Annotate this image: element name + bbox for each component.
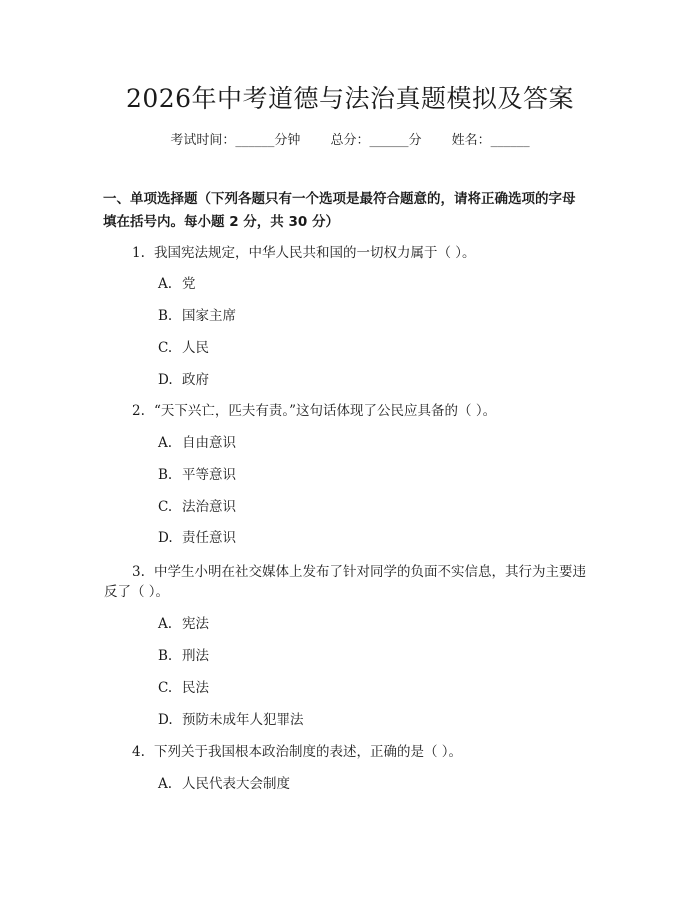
question-4 [132, 741, 608, 763]
q4-option-a: A. 人民代表大会制度 [158, 776, 290, 792]
q3-option-c: C. 民法 [158, 680, 209, 696]
question-number: 3. [132, 564, 145, 580]
q2-option-c: C. 法治意识 [158, 499, 236, 515]
question-text-line-1: 中学生小明在社交媒体上发布了针对同学的负面不实信息，其行为主要违 [154, 564, 586, 580]
question-number: 2. [132, 403, 145, 419]
exam-time-field: 考试时间：______分钟 [170, 133, 301, 148]
q2-option-a: A. 自由意识 [158, 435, 236, 451]
section-heading-line-1: 一、单项选择题（下列各题只有一个选项是最符合题意的，请将正确选项的字母 [103, 191, 576, 207]
q3-option-b: B. 刑法 [158, 648, 209, 664]
total-score-field: 总分：______分 [330, 133, 422, 148]
q2-option-b: B. 平等意识 [158, 467, 236, 483]
question-text: 下列关于我国根本政治制度的表述，正确的是（ ）。 [154, 744, 463, 760]
q1-option-d: D. 政府 [158, 372, 209, 388]
name-field: 姓名：______ [451, 133, 530, 148]
q1-option-c: C. 人民 [158, 340, 209, 356]
q2-option-d: D. 责任意识 [158, 530, 236, 546]
exam-meta [0, 131, 700, 151]
question-3 [132, 561, 608, 583]
q1-option-a: A. 党 [158, 276, 196, 292]
section-heading-line-2: 填在括号内。每小题 2 分，共 30 分） [103, 214, 339, 230]
page-title: 2026年中考道德与法治真题模拟及答案 [125, 84, 575, 113]
section-heading [103, 188, 608, 234]
question-2 [132, 400, 608, 422]
q3-option-d: D. 预防未成年人犯罪法 [158, 712, 304, 728]
question-text: “天下兴亡，匹夫有责。”这句话体现了公民应具备的（ ）。 [154, 403, 497, 419]
question-1 [132, 242, 608, 264]
q3-option-a: A. 宪法 [158, 616, 209, 632]
question-text: 我国宪法规定，中华人民共和国的一切权力属于（ ）。 [154, 245, 476, 261]
question-number: 4. [132, 744, 145, 760]
question-3-continued: 反了（ ）。 [104, 584, 170, 600]
question-number: 1. [132, 245, 145, 261]
q1-option-b: B. 国家主席 [158, 308, 236, 324]
